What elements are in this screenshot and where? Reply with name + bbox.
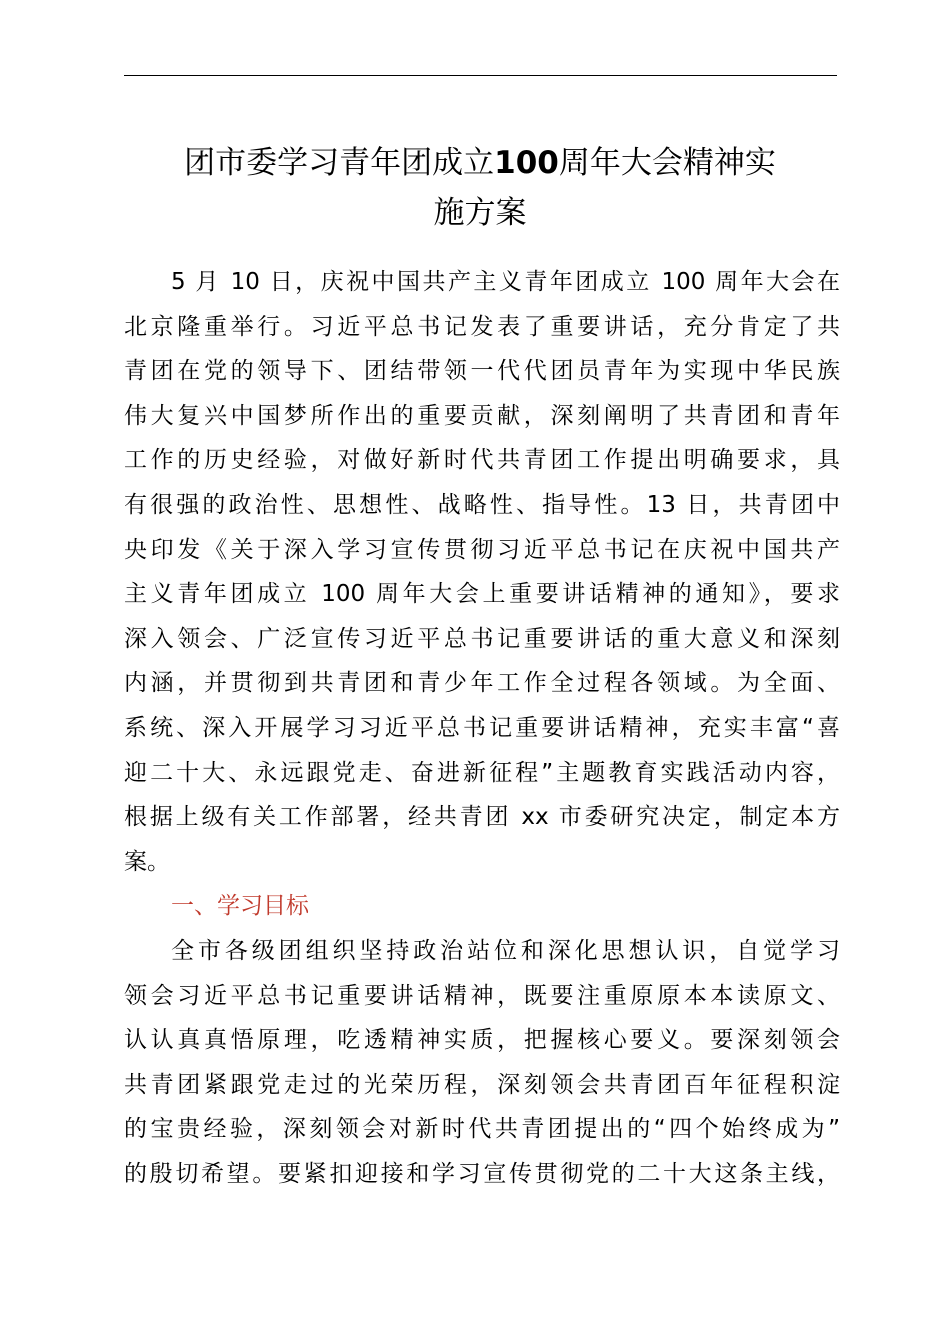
paragraph-line: 迎二十大、永远跟党走、奋进新征程”主题教育实践活动内容， [124, 759, 840, 786]
paragraph-intro [124, 260, 840, 884]
paragraph-line: 案。 [124, 848, 170, 875]
paragraph-line: 的殷切希望。要紧扣迎接和学习宣传贯彻党的二十大这条主线， [124, 1160, 840, 1187]
paragraph-line: 伟大复兴中国梦所作出的重要贡献，深刻阐明了共青团和青年 [124, 402, 840, 429]
paragraph-line: 根据上级有关工作部署，经共青团 xx 市委研究决定，制定本方 [124, 804, 840, 831]
header-rule [124, 75, 837, 76]
paragraph-line: 主义青年团成立 100 周年大会上重要讲话精神的通知》，要求 [124, 581, 840, 608]
title-part2: 周年大会精神实 [558, 145, 776, 181]
paragraph-line: 深入领会、广泛宣传习近平总书记重要讲话的重大意义和深刻 [124, 625, 840, 652]
paragraph-line: 内涵，并贯彻到共青团和青少年工作全过程各领域。为全面、 [124, 670, 840, 697]
document-title [100, 138, 860, 238]
paragraph-line: 5 月 10 日，庆祝中国共产主义青年团成立 100 周年大会在 [171, 269, 840, 295]
paragraph-line: 北京隆重举行。习近平总书记发表了重要讲话，充分肯定了共 [124, 313, 840, 340]
title-number: 100 [494, 145, 559, 181]
paragraph-line: 系统、深入开展学习习近平总书记重要讲话精神，充实丰富“喜 [124, 714, 840, 741]
paragraph-line: 青团在党的领导下、团结带领一代代团员青年为实现中华民族 [124, 358, 840, 385]
document-body [124, 260, 840, 1196]
paragraph-line: 全市各级团组织坚持政治站位和深化思想认识，自觉学习 [171, 937, 840, 964]
paragraph-line: 领会习近平总书记重要讲话精神，既要注重原原本本读原文、 [124, 982, 840, 1009]
paragraph-line: 的宝贵经验，深刻领会对新时代共青团提出的“四个始终成为” [124, 1116, 840, 1143]
paragraph-line: 工作的历史经验，对做好新时代共青团工作提出明确要求，具 [124, 447, 840, 474]
title-part1: 团市委学习青年团成立 [184, 145, 495, 181]
title-line2: 施方案 [433, 195, 527, 231]
paragraph-line: 共青团紧跟党走过的光荣历程，深刻领会共青团百年征程积淀 [124, 1071, 840, 1098]
paragraph-line: 央印发《关于深入学习宣传贯彻习近平总书记在庆祝中国共产 [124, 536, 840, 563]
paragraph-line: 有很强的政治性、思想性、战略性、指导性。13 日，共青团中 [124, 491, 840, 518]
section-heading-learning-goals: 一、学习目标 [171, 893, 309, 920]
paragraph-learning-goals [124, 929, 840, 1197]
paragraph-line: 认认真真悟原理，吃透精神实质，把握核心要义。要深刻领会 [124, 1027, 840, 1054]
